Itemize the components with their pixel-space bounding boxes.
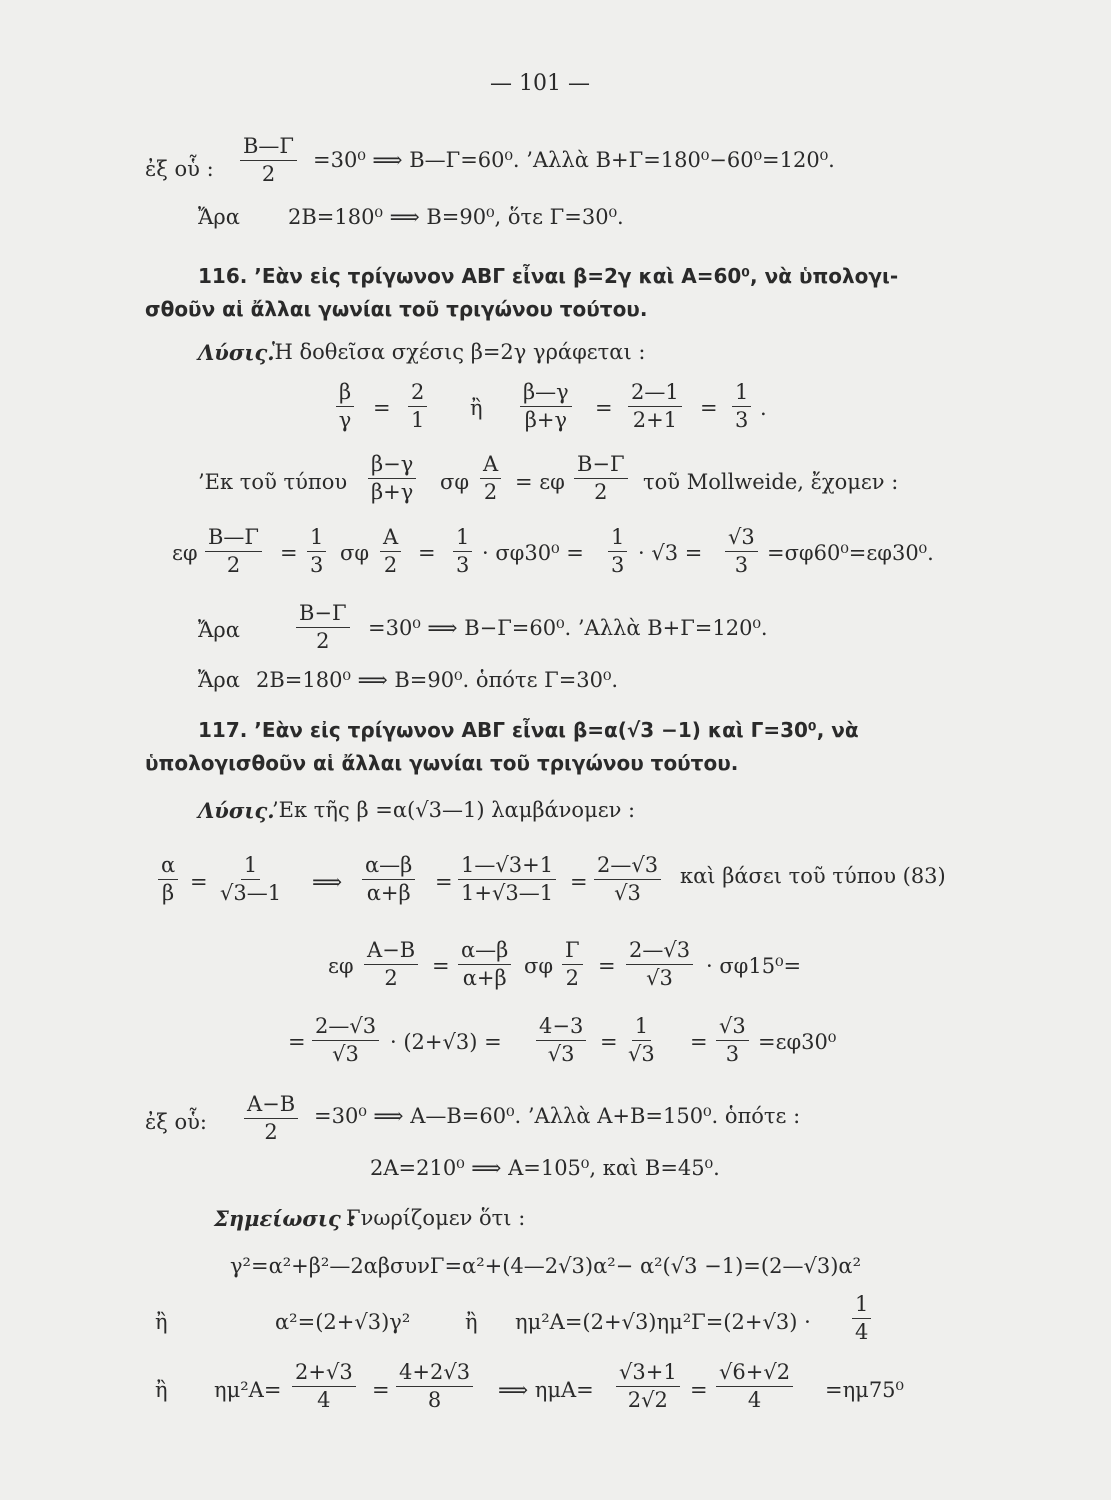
- numerator: √6+√2: [716, 1362, 793, 1387]
- fraction: [458, 940, 511, 989]
- denominator: √3: [332, 1042, 359, 1066]
- or-word: ἢ: [155, 1378, 168, 1402]
- solution-label: Λύσις.: [198, 340, 275, 365]
- denominator: 3: [734, 553, 749, 577]
- denominator: 2√2: [627, 1388, 668, 1412]
- fraction: [562, 940, 583, 989]
- fraction: [336, 382, 354, 431]
- equation-text: α²=(2+√3)γ²: [275, 1310, 411, 1334]
- equation-text: = εφ: [515, 470, 565, 494]
- numerator: β: [336, 382, 354, 407]
- fraction: [453, 527, 472, 576]
- denominator: 2: [483, 480, 498, 504]
- equation-text: =30⁰ ⟹ Α—Β=60⁰. ’Αλλὰ Α+Β=150⁰. ὁπότε :: [314, 1104, 801, 1128]
- equals-sign: =: [190, 870, 208, 894]
- fraction: [368, 454, 416, 503]
- numerator: 4−3: [536, 1016, 586, 1041]
- numerator: 1: [732, 382, 751, 407]
- numerator: 1: [241, 855, 260, 880]
- fraction: [362, 855, 415, 904]
- page-number: — 101 —: [490, 71, 590, 96]
- function-ef: εφ: [328, 954, 354, 978]
- denominator: 2: [594, 480, 608, 504]
- equals-sign: =: [432, 954, 450, 978]
- fraction: [244, 1094, 298, 1143]
- line-prefix: Ἄρα: [198, 618, 240, 642]
- fraction: [205, 527, 262, 576]
- denominator: 1: [411, 408, 425, 432]
- denominator: 3: [735, 408, 749, 432]
- numerator: Β−Γ: [296, 603, 350, 628]
- numerator: 1: [608, 527, 627, 552]
- numerator: β—γ: [520, 382, 572, 407]
- line-prefix: Ἄρα: [198, 668, 240, 692]
- equals-sign: =: [288, 1030, 306, 1054]
- note-text: Γνωρίζομεν ὅτι :: [346, 1206, 526, 1230]
- numerator: 1: [632, 1016, 651, 1041]
- denominator: 1+√3—1: [461, 881, 554, 905]
- fraction: [240, 136, 297, 185]
- fraction: [480, 454, 501, 503]
- line-prefix: ’Εκ τοῦ τύπου: [198, 470, 348, 494]
- denominator: 4: [747, 1388, 762, 1412]
- denominator: 4: [855, 1320, 869, 1344]
- numerator: α—β: [458, 940, 511, 965]
- fraction: [725, 527, 758, 576]
- solution-text: ’Εκ τῆς β =α(√3—1) λαμβάνομεν :: [272, 798, 636, 822]
- or-word: ἢ: [470, 396, 483, 420]
- fraction: [852, 1294, 871, 1343]
- problem-116-line-1: 116. ’Εὰν εἰς τρίγωνον ΑΒΓ εἶναι β=2γ καὶ Α=60⁰, νὰ ὑπολογι-: [198, 264, 899, 288]
- fraction: [536, 1016, 586, 1065]
- numerator: Β—Γ: [205, 527, 262, 552]
- denominator: 2+1: [632, 408, 678, 432]
- equation-text: γ²=α²+β²—2αβσυνΓ=α²+(4—2√3)α²− α²(√3 −1)=(2—√3)α²: [230, 1254, 861, 1278]
- denominator: α+β: [366, 881, 411, 905]
- equation-text: ημ²Α=(2+√3)ημ²Γ=(2+√3) ·: [515, 1310, 811, 1334]
- numerator: Β−Γ: [574, 454, 628, 479]
- equals-sign: =: [570, 870, 588, 894]
- denominator: 2: [264, 1120, 278, 1144]
- fraction: [292, 1362, 356, 1411]
- denominator: 2: [226, 553, 241, 577]
- fraction: [594, 855, 661, 904]
- numerator: α—β: [362, 855, 415, 880]
- line-prefix: Ἄρα: [198, 205, 240, 229]
- note-label: Σημείωσις :: [214, 1206, 356, 1231]
- function-ef: εφ: [172, 541, 198, 565]
- fraction: [626, 940, 693, 989]
- fraction: [380, 527, 401, 576]
- fraction: [364, 940, 418, 989]
- numerator: 1—√3+1: [458, 855, 556, 880]
- denominator: 2: [384, 966, 398, 990]
- numerator: 4+2√3: [396, 1362, 473, 1387]
- denominator: 4: [317, 1388, 331, 1412]
- equation-text: · (2+√3) =: [390, 1030, 502, 1054]
- fraction: [307, 527, 326, 576]
- numerator: 2: [408, 382, 427, 407]
- solution-text: Ἡ δοθεῖσα σχέσις β=2γ γράφεται :: [272, 340, 646, 364]
- fraction: [158, 855, 178, 904]
- fraction: [608, 527, 627, 576]
- equation-text: τοῦ Mollweide, ἔχομεν :: [643, 470, 899, 494]
- equals-sign: =: [690, 1378, 708, 1402]
- numerator: 2—√3: [626, 940, 693, 965]
- equals-sign: =: [373, 396, 391, 420]
- numerator: Γ: [562, 940, 583, 965]
- numerator: 2—√3: [594, 855, 661, 880]
- equation-text: =σφ60⁰=εφ30⁰.: [767, 541, 934, 565]
- equals-sign: =: [595, 396, 613, 420]
- equation-text: · √3 =: [638, 541, 703, 565]
- equation-text: 2Β=180⁰ ⟹ Β=90⁰. ὁπότε Γ=30⁰.: [256, 668, 619, 692]
- denominator: 2: [565, 966, 579, 990]
- equals-sign: =: [418, 541, 436, 565]
- equation-text: =30⁰ ⟹ Β—Γ=60⁰. ’Αλλὰ Β+Γ=180⁰−60⁰=120⁰.: [313, 148, 835, 172]
- denominator: β: [162, 881, 175, 905]
- numerator: 2+√3: [292, 1362, 356, 1387]
- fraction: [628, 382, 682, 431]
- equals-sign: =: [700, 396, 718, 420]
- denominator: √3: [646, 966, 673, 990]
- denominator: √3—1: [220, 881, 282, 905]
- denominator: √3: [547, 1042, 575, 1066]
- numerator: √3: [716, 1016, 749, 1041]
- denominator: 3: [310, 553, 324, 577]
- function-sf: σφ: [524, 954, 554, 978]
- numerator: β−γ: [368, 454, 416, 479]
- denominator: 2: [316, 629, 330, 653]
- fraction: [312, 1016, 379, 1065]
- implies-arrow: ⟹: [312, 870, 343, 894]
- equation-text: =30⁰ ⟹ Β−Γ=60⁰. ’Αλλὰ Β+Γ=120⁰.: [368, 616, 768, 640]
- function-sf: σφ: [440, 470, 470, 494]
- numerator: Α: [480, 454, 501, 479]
- numerator: 2—1: [628, 382, 682, 407]
- fraction: [458, 855, 556, 904]
- equals-sign: =: [690, 1030, 708, 1054]
- fraction: [732, 382, 751, 431]
- line-prefix: ἐξ οὗ:: [145, 1110, 207, 1134]
- numerator: Α−Β: [364, 940, 418, 965]
- denominator: 3: [611, 553, 625, 577]
- equation-text: · σφ30⁰ =: [482, 541, 584, 565]
- numerator: √3: [725, 527, 758, 552]
- problem-117-line-2: ὑπολογισθοῦν αἱ ἄλλαι γωνίαι τοῦ τριγώνου τούτου.: [145, 751, 739, 775]
- fraction: [396, 1362, 473, 1411]
- equals-sign: =: [372, 1378, 390, 1402]
- solution-label: Λύσις.: [198, 798, 275, 823]
- fraction: [296, 603, 350, 652]
- fraction: [220, 855, 281, 904]
- denominator: 3: [725, 1042, 740, 1066]
- denominator: β+γ: [371, 480, 414, 504]
- problem-117-line-1: 117. ’Εὰν εἰς τρίγωνον ΑΒΓ εἶναι β=α(√3 −1) καὶ Γ=30⁰, νὰ: [198, 718, 859, 742]
- equation-text: =εφ30⁰: [758, 1030, 837, 1054]
- fraction: [520, 382, 572, 431]
- numerator: 1: [852, 1294, 871, 1319]
- fraction: [408, 382, 427, 431]
- equals-sign: =: [600, 1030, 618, 1054]
- numerator: 1: [307, 527, 326, 552]
- problem-116-line-2: σθοῦν αἱ ἄλλαι γωνίαι τοῦ τριγώνου τούτου.: [145, 297, 648, 321]
- equation-text: ημ²Α=: [214, 1378, 282, 1402]
- denominator: √3: [614, 881, 641, 905]
- denominator: 3: [456, 553, 470, 577]
- numerator: Α−Β: [244, 1094, 298, 1119]
- equation-text: =ημ75⁰: [825, 1378, 904, 1402]
- numerator: √3+1: [616, 1362, 680, 1387]
- equals-sign: =: [280, 541, 298, 565]
- denominator: α+β: [462, 966, 507, 990]
- fraction: [574, 454, 628, 503]
- denominator: √3: [628, 1042, 655, 1066]
- numerator: Β—Γ: [240, 136, 297, 161]
- fraction: [716, 1016, 749, 1065]
- or-word: ἢ: [155, 1310, 168, 1334]
- fraction: [716, 1362, 793, 1411]
- numerator: 1: [453, 527, 472, 552]
- or-word: ἢ: [465, 1310, 478, 1334]
- equation-text: 2Α=210⁰ ⟹ Α=105⁰, καὶ Β=45⁰.: [370, 1156, 720, 1180]
- equals-sign: =: [435, 870, 453, 894]
- line-prefix: ἐξ οὗ :: [145, 157, 214, 181]
- denominator: γ: [338, 408, 352, 432]
- denominator: 2: [261, 162, 276, 186]
- denominator: 2: [383, 553, 398, 577]
- equation-text: 2Β=180⁰ ⟹ Β=90⁰, ὅτε Γ=30⁰.: [288, 205, 624, 229]
- fraction: [628, 1016, 655, 1065]
- numerator: 2—√3: [312, 1016, 379, 1041]
- numerator: Α: [380, 527, 401, 552]
- period: .: [760, 396, 767, 420]
- equation-text: · σφ15⁰=: [706, 954, 802, 978]
- numerator: α: [158, 855, 178, 880]
- denominator: β+γ: [524, 408, 567, 432]
- equals-sign: =: [598, 954, 616, 978]
- function-sf: σφ: [340, 541, 370, 565]
- equation-text: καὶ βάσει τοῦ τύπου (83): [680, 864, 946, 888]
- equation-text: ⟹ ημΑ=: [498, 1378, 594, 1402]
- fraction: [616, 1362, 680, 1411]
- denominator: 8: [427, 1388, 442, 1412]
